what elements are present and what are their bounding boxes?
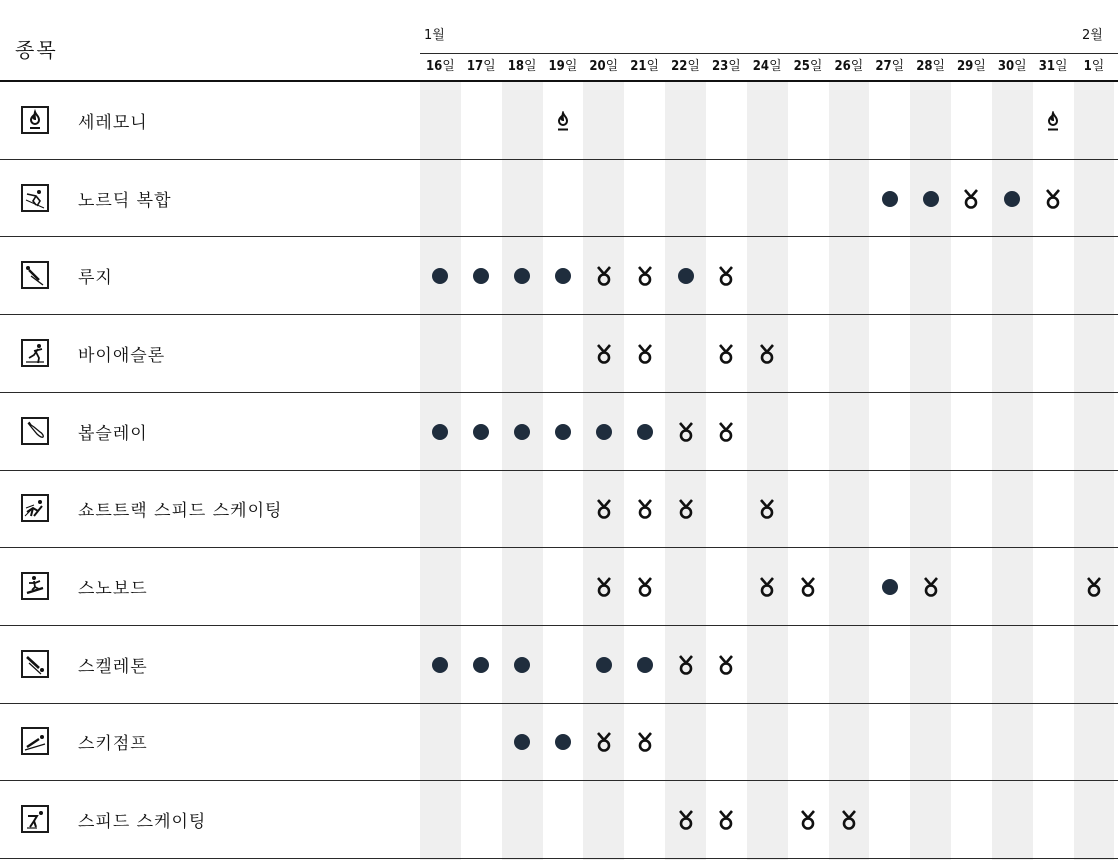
competition-dot — [512, 266, 532, 286]
competition-dot — [553, 732, 573, 752]
day-label — [992, 55, 1033, 74]
competition-dot — [512, 422, 532, 442]
medal-icon — [757, 499, 777, 519]
day-number: 28 — [916, 59, 933, 74]
ceremony-flame-icon — [1043, 111, 1063, 131]
medal-icon — [676, 810, 696, 830]
day-label — [910, 55, 951, 74]
medal-icon — [635, 499, 655, 519]
day-number: 19 — [548, 59, 565, 74]
sport-name: 노르딕 복합 — [78, 190, 172, 211]
sport-name: 세레모니 — [78, 112, 148, 133]
day-column-stripe — [420, 82, 461, 860]
medal-icon — [716, 266, 736, 286]
medal-icon — [921, 577, 941, 597]
day-number: 29 — [957, 59, 974, 74]
day-number: 17 — [466, 59, 484, 74]
day-label — [420, 55, 461, 74]
day-suffix: 일 — [728, 59, 741, 74]
day-label — [829, 55, 870, 74]
competition-dot — [553, 266, 573, 286]
day-label — [1033, 55, 1074, 74]
medal-icon — [716, 344, 736, 364]
header-divider — [420, 53, 1118, 54]
medal-icon — [594, 344, 614, 364]
ceremony-flame-icon — [553, 111, 573, 131]
month-label-end: 2월 — [1082, 28, 1103, 43]
sport-name: 스키점프 — [78, 734, 148, 755]
day-number: 27 — [875, 59, 892, 74]
day-label — [665, 55, 706, 74]
row-divider — [0, 858, 1118, 859]
medal-icon — [757, 577, 777, 597]
sport-column-header: 종목 — [15, 38, 58, 62]
competition-dot — [880, 189, 900, 209]
day-suffix: 일 — [646, 59, 660, 74]
sport-row — [0, 393, 420, 471]
speed-skating-icon — [21, 805, 49, 833]
sport-name: 스켈레톤 — [78, 656, 148, 677]
day-number: 18 — [507, 59, 524, 74]
day-column-stripe — [1074, 82, 1115, 860]
ski-jump-icon — [21, 727, 49, 755]
day-suffix: 일 — [1014, 59, 1027, 74]
nordic-combined-icon — [21, 184, 49, 212]
medal-icon — [635, 344, 655, 364]
day-number: 24 — [752, 59, 770, 74]
competition-dot — [512, 732, 532, 752]
day-label — [461, 55, 502, 74]
sport-row — [0, 237, 420, 315]
competition-dot — [512, 655, 532, 675]
day-label — [624, 55, 665, 74]
day-suffix: 일 — [932, 59, 946, 74]
day-suffix: 일 — [442, 59, 455, 74]
medal-icon — [594, 577, 614, 597]
day-label — [543, 55, 584, 74]
day-label — [951, 55, 992, 74]
day-number: 23 — [711, 59, 729, 74]
medal-icon — [757, 344, 777, 364]
medal-icon — [635, 266, 655, 286]
medal-icon — [676, 499, 696, 519]
day-number: 25 — [793, 59, 810, 74]
medal-icon — [798, 810, 818, 830]
day-number: 22 — [671, 59, 688, 74]
competition-dot — [430, 655, 450, 675]
month-label-start: 1월 — [424, 28, 445, 43]
day-label — [747, 55, 788, 74]
day-suffix: 일 — [973, 59, 986, 74]
day-column-stripe — [829, 82, 870, 860]
sport-row — [0, 548, 420, 626]
competition-dot — [471, 655, 491, 675]
sport-row — [0, 82, 420, 160]
competition-dot — [594, 655, 614, 675]
day-number: 26 — [834, 59, 851, 74]
medal-icon — [635, 732, 655, 752]
sport-row — [0, 704, 420, 782]
luge-icon — [21, 261, 49, 289]
sport-name: 바이애슬론 — [78, 345, 166, 366]
day-number: 31 — [1038, 59, 1056, 74]
competition-dot — [430, 266, 450, 286]
day-number: 20 — [589, 59, 606, 74]
day-column-stripe — [665, 82, 706, 860]
competition-dot — [880, 577, 900, 597]
competition-dot — [676, 266, 696, 286]
day-label — [788, 55, 829, 74]
competition-dot — [1002, 189, 1022, 209]
day-number: 16 — [426, 59, 443, 74]
day-label — [502, 55, 543, 74]
competition-dot — [430, 422, 450, 442]
medal-icon — [1043, 189, 1063, 209]
sport-name: 루지 — [78, 268, 113, 289]
competition-dot — [635, 655, 655, 675]
medal-icon — [635, 577, 655, 597]
day-column-stripe — [747, 82, 788, 860]
skeleton-icon — [21, 650, 49, 678]
medal-icon — [716, 655, 736, 675]
competition-dot — [921, 189, 941, 209]
medal-icon — [594, 499, 614, 519]
sport-row — [0, 626, 420, 704]
medal-icon — [961, 189, 981, 209]
sport-name: 쇼트트랙 스피드 스케이팅 — [78, 501, 283, 522]
day-suffix: 일 — [809, 59, 823, 74]
day-suffix: 일 — [769, 59, 782, 74]
day-suffix: 일 — [687, 59, 700, 74]
short-track-icon — [21, 494, 49, 522]
snowboard-icon — [21, 572, 49, 600]
competition-dot — [635, 422, 655, 442]
day-label — [706, 55, 747, 74]
bobsleigh-icon — [21, 417, 49, 445]
sport-name: 스피드 스케이팅 — [78, 812, 207, 833]
medal-icon — [716, 422, 736, 442]
competition-dot — [471, 422, 491, 442]
flame-icon — [21, 106, 49, 134]
medal-icon — [676, 422, 696, 442]
sport-row — [0, 160, 420, 238]
medal-icon — [594, 732, 614, 752]
medal-icon — [839, 810, 859, 830]
competition-dot — [553, 422, 573, 442]
biathlon-icon — [21, 339, 49, 367]
day-label — [1074, 55, 1115, 74]
sport-name: 스노보드 — [78, 579, 148, 600]
day-number: 30 — [997, 59, 1015, 74]
medal-icon — [798, 577, 818, 597]
medal-icon — [716, 810, 736, 830]
medal-icon — [676, 655, 696, 675]
day-suffix: 일 — [1055, 59, 1068, 74]
day-suffix: 일 — [483, 59, 496, 74]
competition-dot — [594, 422, 614, 442]
day-suffix: 일 — [564, 59, 578, 74]
day-suffix: 일 — [605, 59, 619, 74]
sport-name: 봅슬레이 — [78, 423, 148, 444]
day-suffix: 일 — [523, 59, 537, 74]
day-suffix: 일 — [850, 59, 864, 74]
sport-row — [0, 781, 420, 859]
medal-icon — [1084, 577, 1104, 597]
day-suffix: 일 — [1091, 59, 1105, 74]
sport-row — [0, 315, 420, 393]
medal-icon — [594, 266, 614, 286]
day-label — [583, 55, 624, 74]
day-label — [869, 55, 910, 74]
day-number: 1 — [1083, 59, 1092, 74]
day-number: 21 — [630, 59, 647, 74]
day-suffix: 일 — [891, 59, 905, 74]
competition-dot — [471, 266, 491, 286]
sport-row — [0, 471, 420, 549]
